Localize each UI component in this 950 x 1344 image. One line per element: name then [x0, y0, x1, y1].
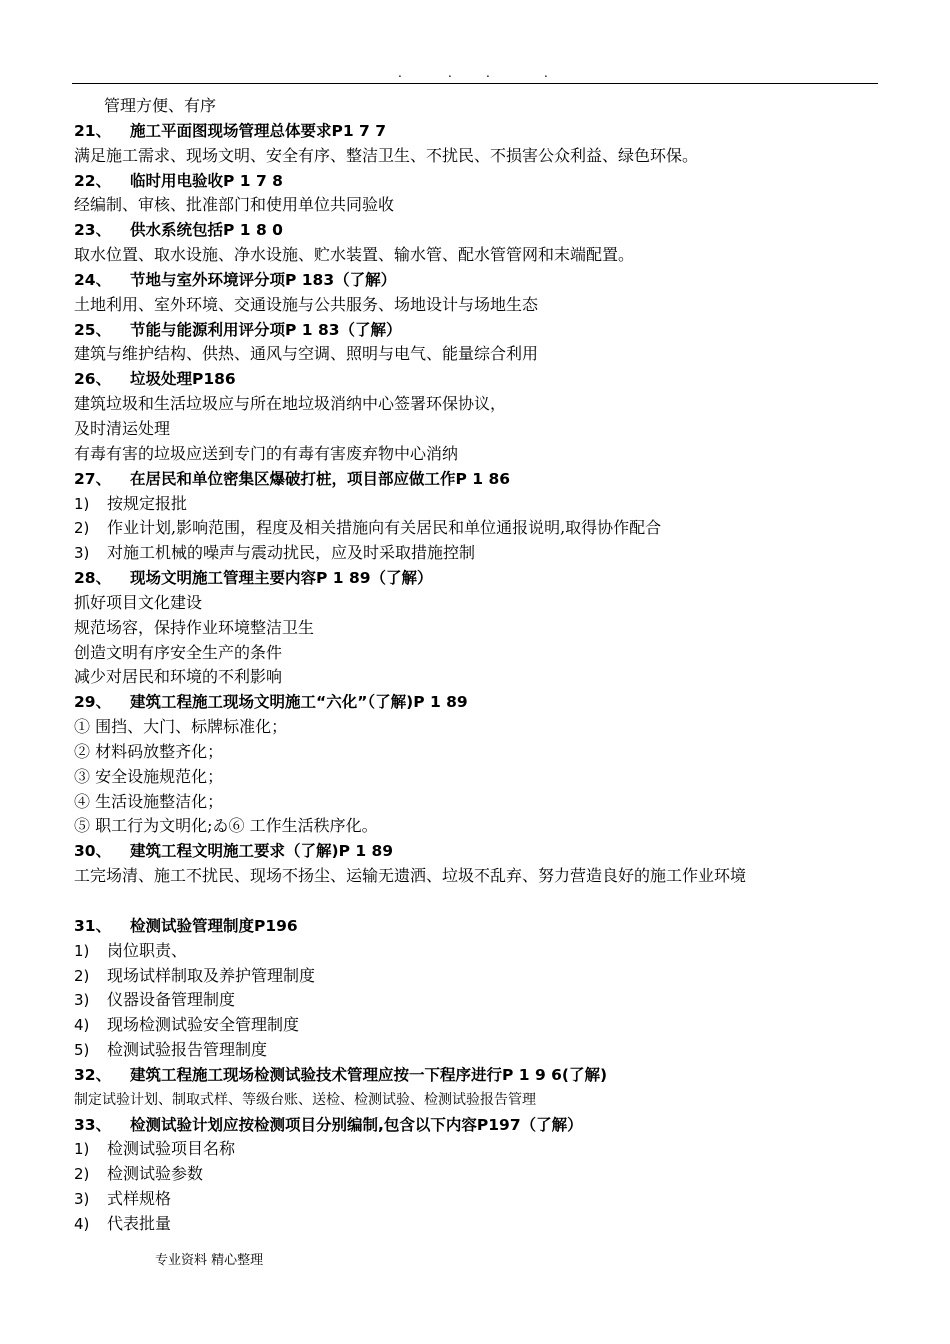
section-title: 现场文明施工管理主要内容P 1 89（了解）	[130, 569, 433, 588]
list-item-number: 4)	[74, 1214, 90, 1233]
section-heading	[74, 839, 880, 864]
list-item	[74, 1013, 880, 1038]
list-item-number: 3)	[74, 991, 90, 1010]
header-dot: .	[448, 66, 452, 80]
body-text-line: ② 材料码放整齐化；	[74, 741, 224, 761]
body-text-line: ③ 安全设施规范化；	[74, 766, 224, 786]
list-item-number: 4)	[74, 1016, 90, 1035]
header-dot: .	[486, 66, 490, 80]
section-heading	[74, 268, 880, 293]
section-title: 临时用电验收P 1 7 8	[130, 171, 283, 190]
section-number: 26、	[74, 370, 112, 389]
section-number: 29、	[74, 693, 112, 712]
list-item-text: 检测试验报告管理制度	[107, 1040, 268, 1060]
body-text-line: 减少对居民和环境的不利影响	[74, 667, 283, 687]
section-number: 23、	[74, 221, 112, 240]
list-item-text: 作业计划,影响范围，程度及相关措施向有关居民和单位通报说明,取得协作配合	[107, 518, 662, 538]
section-number: 21、	[74, 121, 112, 140]
section-heading	[74, 119, 880, 144]
list-item	[74, 1187, 880, 1212]
section-heading	[74, 566, 880, 591]
section-title: 建筑工程文明施工要求（了解)P 1 89	[130, 842, 394, 861]
section-number: 33、	[74, 1115, 112, 1134]
body-text-line: 取水位置、取水设施、净水设施、贮水装置、输水管、配水管管网和末端配置。	[74, 245, 635, 265]
body-text-line: 管理方便、有序	[104, 96, 217, 115]
body-text-line: 抓好项目文化建设	[74, 592, 203, 612]
list-item-text: 现场试样制取及养护管理制度	[107, 965, 316, 985]
section-heading	[74, 690, 880, 715]
section-title: 节地与室外环境评分项P 183（了解）	[130, 270, 397, 289]
header-dot: .	[544, 66, 548, 80]
list-item-number: 2)	[74, 966, 90, 985]
section-title: 供水系统包括P 1 8 0	[130, 221, 283, 240]
section-heading	[74, 1113, 880, 1138]
list-item	[74, 1038, 880, 1063]
body-text-line: 创造文明有序安全生产的条件	[74, 642, 283, 662]
section-title: 建筑工程施工现场文明施工“六化”（了解)P 1 89	[130, 693, 468, 712]
section-title: 检测试验管理制度P196	[130, 916, 298, 935]
list-item	[74, 939, 880, 964]
list-item	[74, 1137, 880, 1162]
section-title: 施工平面图现场管理总体要求P1 7 7	[130, 121, 387, 140]
section-title: 建筑工程施工现场检测试验技术管理应按一下程序进行P 1 9 6(了解)	[130, 1065, 608, 1084]
list-item-number: 1)	[74, 1140, 90, 1159]
list-item-text: 对施工机械的噪声与震动扰民，应及时采取措施控制	[107, 543, 476, 563]
list-item-text: 岗位职责、	[107, 940, 188, 960]
page-footer: 专业资料 精心整理	[155, 1253, 264, 1268]
section-number: 31、	[74, 916, 112, 935]
body-text-line: 规范场容，保持作业环境整洁卫生	[74, 617, 315, 637]
section-number: 32、	[74, 1065, 112, 1084]
body-text-line: 有毒有害的垃圾应送到专门的有毒有害废弃物中心消纳	[74, 443, 459, 463]
section-number: 30、	[74, 842, 112, 861]
list-item-number: 2)	[74, 1165, 90, 1184]
body-text-line: 建筑垃圾和生活垃圾应与所在地垃圾消纳中心签署环保协议，	[74, 394, 507, 414]
section-heading	[74, 218, 880, 243]
section-heading	[74, 367, 880, 392]
list-item-text: 代表批量	[107, 1213, 172, 1233]
document-body	[74, 94, 880, 1237]
section-number: 24、	[74, 270, 112, 289]
header-dot: .	[398, 66, 402, 80]
body-text-line: 土地利用、室外环境、交通设施与公共服务、场地设计与场地生态	[74, 294, 539, 314]
list-item-number: 3)	[74, 1190, 90, 1209]
list-item-text: 检测试验项目名称	[107, 1139, 236, 1159]
list-item-text: 式样规格	[107, 1189, 172, 1209]
section-number: 27、	[74, 469, 112, 488]
list-item-text: 现场检测试验安全管理制度	[107, 1015, 300, 1035]
blank-line	[74, 889, 880, 914]
section-heading	[74, 318, 880, 343]
body-text-line: ① 围挡、大门、标牌标准化；	[74, 717, 288, 737]
section-number: 22、	[74, 171, 112, 190]
body-text-line: 经编制、审核、批准部门和使用单位共同验收	[74, 195, 395, 215]
list-item-number: 3)	[74, 544, 90, 563]
section-heading	[74, 467, 880, 492]
body-text-line: 满足施工需求、现场文明、安全有序、整洁卫生、不扰民、不损害公众利益、绿色环保。	[74, 145, 699, 165]
list-item-number: 1)	[74, 494, 90, 513]
list-item-text: 按规定报批	[107, 493, 188, 513]
body-text-line: 工完场清、施工不扰民、现场不扬尘、运输无遗洒、垃圾不乱弃、努力营造良好的施工作业环境	[74, 866, 747, 886]
section-title: 检测试验计划应按检测项目分别编制,包含以下内容P197（了解）	[130, 1115, 583, 1134]
header-dots	[398, 66, 558, 80]
body-text-line: ④ 生活设施整洁化；	[74, 791, 224, 811]
section-title: 垃圾处理P186	[130, 370, 236, 389]
list-item	[74, 492, 880, 517]
section-number: 25、	[74, 320, 112, 339]
list-item-number: 5)	[74, 1041, 90, 1060]
body-text-line: 及时清运处理	[74, 418, 171, 438]
list-item-text: 仪器设备管理制度	[107, 990, 236, 1010]
header-rule	[72, 83, 878, 84]
list-item	[74, 541, 880, 566]
body-text-line: 建筑与维护结构、供热、通风与空调、照明与电气、能量综合利用	[74, 344, 539, 364]
list-item-text: 检测试验参数	[107, 1164, 204, 1184]
body-text-line: 制定试验计划、制取式样、等级台账、送检、检测试验、检测试验报告管理	[74, 1091, 536, 1108]
section-heading	[74, 914, 880, 939]
section-title: 节能与能源利用评分项P 1 83（了解）	[130, 320, 402, 339]
section-heading	[74, 1063, 880, 1088]
section-title: 在居民和单位密集区爆破打桩，项目部应做工作P 1 86	[130, 469, 511, 488]
list-item	[74, 1212, 880, 1237]
list-item-number: 2)	[74, 519, 90, 538]
list-item	[74, 964, 880, 989]
body-text-line: ⑤ 职工行为文明化;ゐ⑥ 工作生活秩序化。	[74, 816, 378, 836]
section-number: 28、	[74, 569, 112, 588]
list-item-number: 1)	[74, 941, 90, 960]
list-item	[74, 1162, 880, 1187]
list-item	[74, 988, 880, 1013]
list-item	[74, 516, 880, 541]
section-heading	[74, 169, 880, 194]
